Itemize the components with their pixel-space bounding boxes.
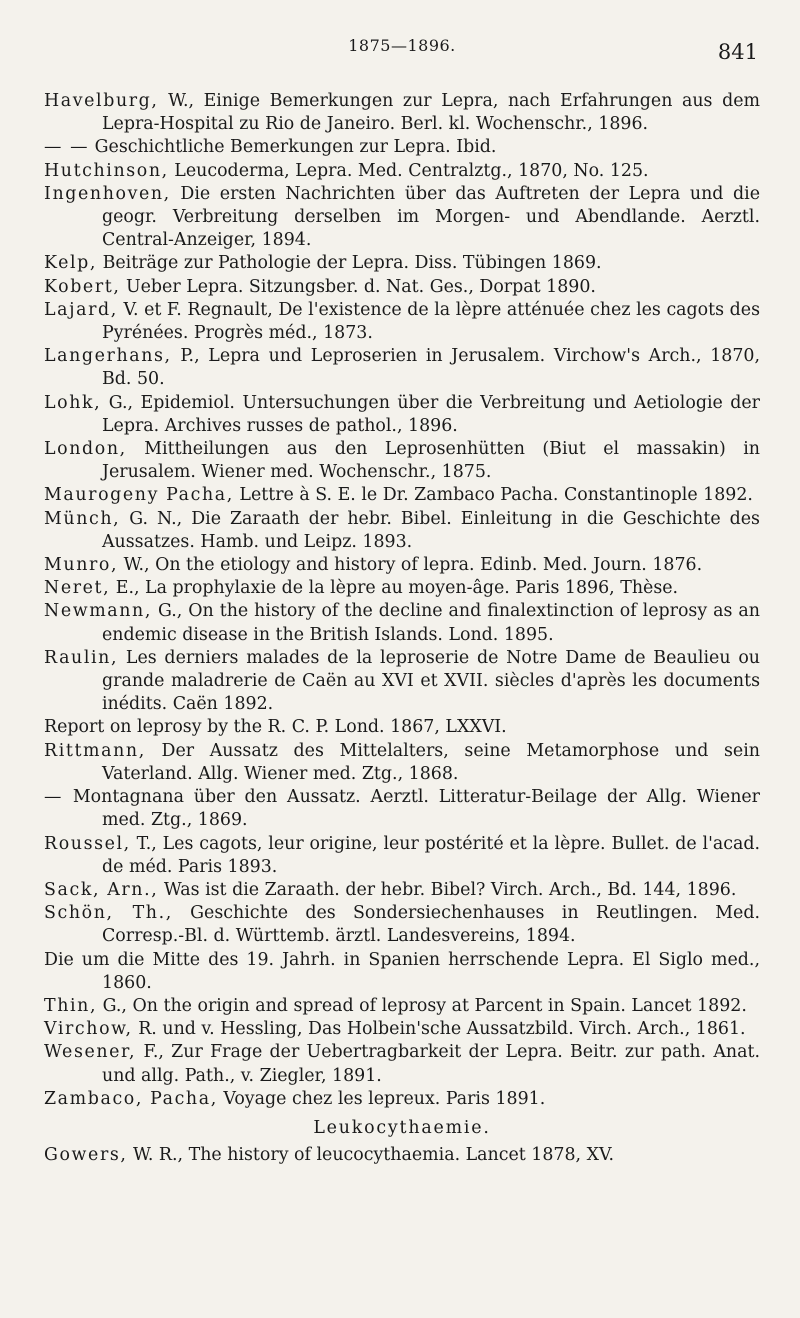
entry-author: Schön, Th., bbox=[44, 903, 173, 924]
section-heading: Leukocythaemie. bbox=[313, 1117, 491, 1138]
entry-text: W., Einige Bemerkungen zur Lepra, nach Erfahrungen aus dem Lepra-Hospital zu Rio de Janeiro. Berl. kl. Wochenschr., 1896. bbox=[102, 91, 760, 135]
entry-text: Beiträge zur Pathologie der Lepra. Diss. Tübingen 1869. bbox=[97, 253, 602, 274]
entry-text: V. et F. Regnault, De l'existence de la lèpre atténuée chez les cagots des Pyrénées. Progrès méd., 1873. bbox=[102, 299, 760, 344]
bibliography-entry bbox=[44, 276, 760, 299]
entry-author: Havelburg, bbox=[44, 91, 159, 111]
bibliography-entry bbox=[44, 879, 760, 902]
bibliography-entry bbox=[44, 577, 760, 600]
entry-author: Virchow, bbox=[44, 1019, 133, 1040]
entry-author: Munro, bbox=[44, 555, 119, 576]
entry-text: Mittheilungen aus den Leprosenhütten (Biut el massakin) in Jerusalem. Wiener med. Wochenschr., 1875. bbox=[102, 439, 760, 483]
bibliography-entry bbox=[44, 345, 760, 391]
bibliography-entry bbox=[44, 90, 760, 136]
entry-text: G., On the history of the decline and finalextinction of leprosy as an endemic disease in the British Islands. Lond. 1895. bbox=[102, 601, 760, 645]
entry-text: Die um die Mitte des 19. Jahrh. in Spanien herrschende Lepra. El Siglo med., 1860. bbox=[44, 949, 760, 993]
entry-text: R. und v. Hessling, Das Holbein'sche Aussatzbild. Virch. Arch., 1861. bbox=[132, 1019, 746, 1040]
entry-author: Roussel, bbox=[44, 833, 131, 854]
bibliography-entry bbox=[44, 949, 760, 995]
bibliography-entry bbox=[44, 392, 760, 438]
entry-text: Voyage chez les lepreux. Paris 1891. bbox=[217, 1088, 546, 1109]
bibliography-entry bbox=[44, 1041, 760, 1087]
entry-author: Lohk, bbox=[44, 392, 102, 413]
bibliography-entry bbox=[44, 554, 760, 577]
entry-author: Maurogeny Pacha, bbox=[44, 485, 234, 506]
entry-author: Neret, bbox=[44, 578, 111, 599]
entry-author: Raulin, bbox=[44, 647, 119, 668]
entry-author: — bbox=[44, 787, 63, 808]
entry-author: Kobert, bbox=[44, 276, 121, 297]
entry-text: W., On the etiology and history of lepra. Edinb. Med. Journ. 1876. bbox=[118, 555, 703, 576]
bibliography-entry bbox=[44, 1018, 760, 1041]
bibliography-entry bbox=[44, 740, 760, 786]
entry-author: — — bbox=[44, 137, 90, 158]
entry-author: Kelp, bbox=[44, 253, 98, 274]
entry-author: Zambaco, Pacha, bbox=[44, 1088, 218, 1109]
header-years: 1875—1896. bbox=[348, 36, 456, 55]
entry-text: T., Les cagots, leur origine, leur postérité et la lèpre. Bullet. de l'acad. de méd. Paris 1893. bbox=[102, 833, 760, 877]
bibliography-entry bbox=[44, 299, 760, 345]
entry-text: Was ist die Zaraath. der hebr. Bibel? Virch. Arch., Bd. 144, 1896. bbox=[158, 879, 737, 900]
bibliography-entry bbox=[44, 1088, 760, 1111]
entry-text: Die ersten Nachrichten über das Auftreten der Lepra und die geogr. Verbreitung derselben im Morgen- und Abendlande. Aerztl. Central-Anzeiger, 1894. bbox=[102, 183, 760, 251]
entry-author: London, bbox=[44, 439, 127, 460]
entry-text: Der Aussatz des Mittelalters, seine Metamorphose und sein Vaterland. Allg. Wiener med. Ztg., 1868. bbox=[102, 740, 760, 784]
entry-text: G., On the origin and spread of leprosy at Parcent in Spain. Lancet 1892. bbox=[97, 995, 747, 1016]
bibliography-entry bbox=[44, 438, 760, 484]
bibliography-entry bbox=[44, 508, 760, 554]
entry-text: Report on leprosy by the R. C. P. Lond. 1867, LXXVI. bbox=[44, 717, 507, 738]
entry-author: Ingenhoven, bbox=[44, 183, 171, 204]
entry-author: Lajard, bbox=[44, 299, 118, 320]
bibliography-entry bbox=[44, 833, 760, 879]
entry-author: Rittmann, bbox=[44, 740, 146, 761]
entry-text: G., Epidemiol. Untersuchungen über die Verbreitung und Aetiologie der Lepra. Archives russes de pathol., 1896. bbox=[101, 392, 760, 436]
bibliography-entry bbox=[44, 902, 760, 948]
bibliography-entry bbox=[44, 600, 760, 646]
entry-text: Geschichtliche Bemerkungen zur Lepra. Ibid. bbox=[89, 137, 497, 158]
entry-text: Les derniers malades de la leproserie de Notre Dame de Beaulieu ou grande maladrerie de Caën au XVI et XVII. siècles d'après les documents inédits. Caën 1892. bbox=[102, 647, 760, 715]
entry-text: Geschichte des Sondersiechenhauses in Reutlingen. Med. Corresp.-Bl. d. Württemb. ärztl. Landesvereins, 1894. bbox=[102, 903, 760, 947]
entry-text: P., Lepra und Leproserien in Jerusalem. Virchow's Arch., 1870, Bd. 50. bbox=[102, 346, 760, 390]
entry-author: Münch, bbox=[44, 508, 121, 529]
bibliography-list bbox=[44, 90, 760, 1111]
bibliography-entry bbox=[44, 786, 760, 832]
entry-author: Gowers, bbox=[44, 1145, 128, 1166]
entry-author: Wesener, bbox=[44, 1042, 137, 1063]
bibliography-entry bbox=[44, 995, 760, 1018]
entry-author: Newmann, bbox=[44, 601, 152, 622]
bibliography-entry bbox=[44, 647, 760, 717]
bibliography-entry bbox=[44, 484, 760, 507]
entry-author: Sack, Arn., bbox=[44, 879, 159, 900]
page-number: 841 bbox=[717, 40, 758, 64]
entry-author: Hutchinson, bbox=[44, 160, 169, 181]
bibliography-entry bbox=[44, 183, 760, 253]
bibliography-entry bbox=[44, 1144, 760, 1167]
section-bibliography-list bbox=[44, 1144, 760, 1167]
bibliography-entry bbox=[44, 716, 760, 739]
entry-text: Ueber Lepra. Sitzungsber. d. Nat. Ges., Dorpat 1890. bbox=[120, 276, 596, 297]
entry-text: Montagnana über den Aussatz. Aerztl. Litteratur-Beilage der Allg. Wiener med. Ztg., 1869. bbox=[63, 787, 760, 831]
entry-author: Langerhans, bbox=[44, 346, 172, 367]
entry-text: E., La prophylaxie de la lèpre au moyen-âge. Paris 1896, Thèse. bbox=[110, 578, 679, 599]
bibliography-entry bbox=[44, 136, 760, 159]
entry-text: G. N., Die Zaraath der hebr. Bibel. Einleitung in die Geschichte des Aussatzes. Hamb. und Leipz. 1893. bbox=[102, 508, 760, 552]
running-head bbox=[44, 30, 760, 86]
entry-text: Lettre à S. E. le Dr. Zambaco Pacha. Constantinople 1892. bbox=[233, 485, 753, 506]
entry-text: W. R., The history of leucocythaemia. Lancet 1878, XV. bbox=[127, 1145, 615, 1166]
bibliography-entry bbox=[44, 252, 760, 275]
entry-text: Leucoderma, Lepra. Med. Centralztg., 1870, No. 125. bbox=[168, 160, 649, 181]
bibliography-entry bbox=[44, 160, 760, 183]
entry-author: Thin, bbox=[44, 995, 98, 1016]
entry-text: F., Zur Frage der Uebertragbarkeit der Lepra. Beitr. zur path. Anat. und allg. Path., v. Ziegler, 1891. bbox=[102, 1042, 760, 1086]
